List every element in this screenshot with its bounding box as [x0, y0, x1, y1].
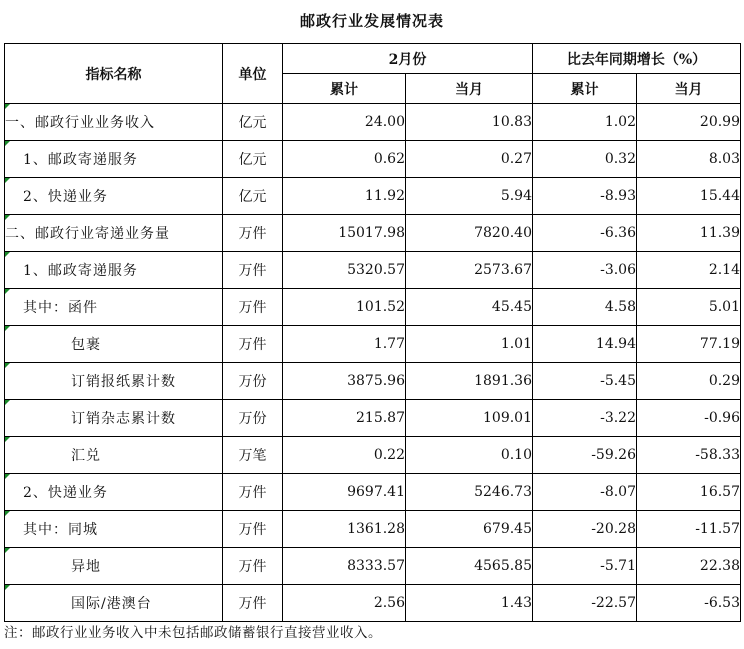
table-row: [5, 400, 741, 437]
row-growth-current: 77.19: [637, 326, 741, 363]
header-unit: 单位: [223, 44, 283, 104]
row-current: 5246.73: [406, 474, 533, 511]
row-unit: 万件: [223, 289, 283, 326]
row-growth-cumulative: -20.28: [533, 511, 637, 548]
row-name: 其中：函件: [5, 289, 223, 326]
row-current: 109.01: [406, 400, 533, 437]
row-cumulative: 1.77: [283, 326, 406, 363]
row-growth-current: -0.96: [637, 400, 741, 437]
row-current: 5.94: [406, 178, 533, 215]
row-name: 1、邮政寄递服务: [5, 141, 223, 178]
table-row: [5, 141, 741, 178]
row-cumulative: 3875.96: [283, 363, 406, 400]
row-growth-current: 8.03: [637, 141, 741, 178]
row-growth-cumulative: -59.26: [533, 437, 637, 474]
table-row: [5, 289, 741, 326]
table-row: [5, 215, 741, 252]
header-current: 当月: [406, 74, 533, 104]
row-growth-cumulative: 1.02: [533, 104, 637, 141]
row-unit: 万件: [223, 215, 283, 252]
header-row-1: [5, 44, 741, 74]
row-name: 订销杂志累计数: [5, 400, 223, 437]
row-unit: 万件: [223, 326, 283, 363]
row-name: 包裹: [5, 326, 223, 363]
header-growth: 比去年同期增长（%）: [533, 44, 741, 74]
row-cumulative: 1361.28: [283, 511, 406, 548]
header-month: 2月份: [283, 44, 533, 74]
row-current: 0.10: [406, 437, 533, 474]
row-cumulative: 0.62: [283, 141, 406, 178]
row-unit: 亿元: [223, 141, 283, 178]
row-growth-current: -6.53: [637, 585, 741, 622]
row-growth-cumulative: 14.94: [533, 326, 637, 363]
row-name: 其中：同城: [5, 511, 223, 548]
table-row: [5, 437, 741, 474]
row-unit: 万件: [223, 548, 283, 585]
row-growth-cumulative: -3.22: [533, 400, 637, 437]
header-growth-cumulative: 累计: [533, 74, 637, 104]
row-cumulative: 0.22: [283, 437, 406, 474]
row-current: 679.45: [406, 511, 533, 548]
row-growth-cumulative: -3.06: [533, 252, 637, 289]
row-cumulative: 24.00: [283, 104, 406, 141]
row-cumulative: 8333.57: [283, 548, 406, 585]
row-name: 二、邮政行业寄递业务量: [5, 215, 223, 252]
row-growth-cumulative: -22.57: [533, 585, 637, 622]
row-name: 2、快递业务: [5, 178, 223, 215]
row-current: 1.43: [406, 585, 533, 622]
table-row: [5, 104, 741, 141]
table-row: [5, 511, 741, 548]
row-unit: 万笔: [223, 437, 283, 474]
row-cumulative: 2.56: [283, 585, 406, 622]
row-growth-current: 2.14: [637, 252, 741, 289]
row-growth-current: 0.29: [637, 363, 741, 400]
row-growth-cumulative: -8.93: [533, 178, 637, 215]
row-current: 7820.40: [406, 215, 533, 252]
row-cumulative: 215.87: [283, 400, 406, 437]
row-growth-current: 20.99: [637, 104, 741, 141]
table-row: [5, 585, 741, 622]
table-row: [5, 548, 741, 585]
row-growth-cumulative: -6.36: [533, 215, 637, 252]
row-cumulative: 15017.98: [283, 215, 406, 252]
row-unit: 万件: [223, 474, 283, 511]
row-name: 2、快递业务: [5, 474, 223, 511]
row-current: 10.83: [406, 104, 533, 141]
row-name: 一、邮政行业业务收入: [5, 104, 223, 141]
table-row: [5, 363, 741, 400]
row-growth-cumulative: -5.71: [533, 548, 637, 585]
row-growth-current: -58.33: [637, 437, 741, 474]
row-growth-cumulative: 0.32: [533, 141, 637, 178]
row-growth-current: 16.57: [637, 474, 741, 511]
row-current: 4565.85: [406, 548, 533, 585]
row-unit: 万件: [223, 252, 283, 289]
row-cumulative: 101.52: [283, 289, 406, 326]
row-growth-cumulative: 4.58: [533, 289, 637, 326]
header-growth-current: 当月: [637, 74, 741, 104]
table-row: [5, 474, 741, 511]
row-name: 1、邮政寄递服务: [5, 252, 223, 289]
table-row: [5, 326, 741, 363]
row-growth-current: 11.39: [637, 215, 741, 252]
row-current: 1.01: [406, 326, 533, 363]
row-current: 1891.36: [406, 363, 533, 400]
row-name: 汇兑: [5, 437, 223, 474]
row-cumulative: 9697.41: [283, 474, 406, 511]
row-unit: 亿元: [223, 178, 283, 215]
page-title: 邮政行业发展情况表: [299, 12, 444, 30]
header-cumulative: 累计: [283, 74, 406, 104]
row-current: 45.45: [406, 289, 533, 326]
row-cumulative: 5320.57: [283, 252, 406, 289]
table-row: [5, 252, 741, 289]
footnote: 注：邮政行业业务收入中未包括邮政储蓄银行直接营业收入。: [4, 625, 382, 641]
row-growth-current: 22.38: [637, 548, 741, 585]
row-unit: 万份: [223, 363, 283, 400]
row-growth-cumulative: -8.07: [533, 474, 637, 511]
table-row: [5, 178, 741, 215]
row-cumulative: 11.92: [283, 178, 406, 215]
row-name: 异地: [5, 548, 223, 585]
row-unit: 万份: [223, 400, 283, 437]
row-current: 0.27: [406, 141, 533, 178]
row-current: 2573.67: [406, 252, 533, 289]
row-unit: 万件: [223, 511, 283, 548]
row-name: 国际/港澳台: [5, 585, 223, 622]
row-name: 订销报纸累计数: [5, 363, 223, 400]
postal-stats-table: [4, 43, 741, 622]
header-indicator: 指标名称: [5, 44, 223, 104]
row-unit: 万件: [223, 585, 283, 622]
row-growth-cumulative: -5.45: [533, 363, 637, 400]
row-growth-current: 5.01: [637, 289, 741, 326]
row-growth-current: -11.57: [637, 511, 741, 548]
row-unit: 亿元: [223, 104, 283, 141]
row-growth-current: 15.44: [637, 178, 741, 215]
